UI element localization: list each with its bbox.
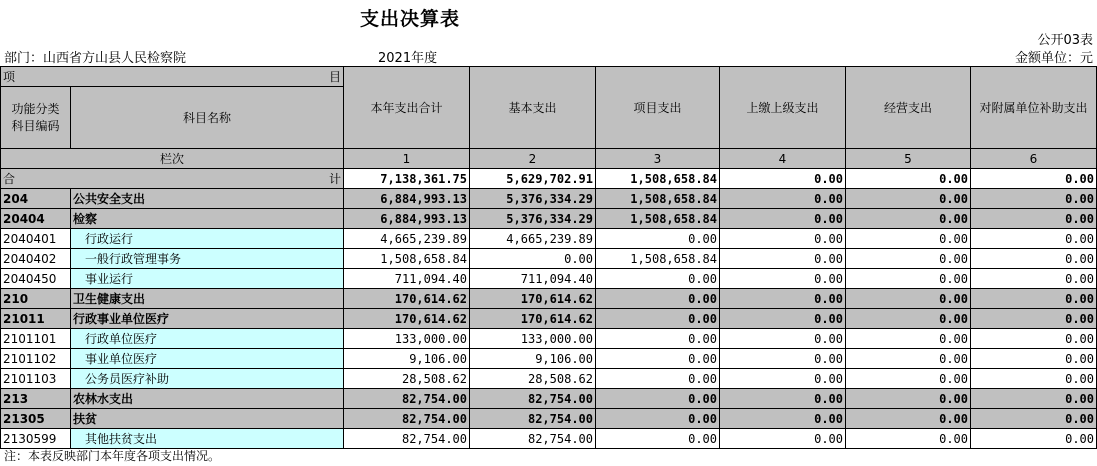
row-name: 行政事业单位医疗 <box>71 309 344 329</box>
row-code: 2101102 <box>1 349 71 369</box>
row-value: 0.00 <box>596 349 720 369</box>
row-value: 6,884,993.13 <box>344 209 470 229</box>
row-value: 170,614.62 <box>344 289 470 309</box>
col-header-basic: 基本支出 <box>470 67 596 149</box>
col-number: 5 <box>846 149 971 169</box>
row-value: 711,094.40 <box>470 269 596 289</box>
row-value: 0.00 <box>720 189 846 209</box>
row-value: 0.00 <box>971 189 1097 209</box>
total-value: 5,629,702.91 <box>470 169 596 189</box>
total-value: 0.00 <box>846 169 971 189</box>
row-value: 0.00 <box>846 189 971 209</box>
row-value: 0.00 <box>596 329 720 349</box>
row-value: 1,508,658.84 <box>596 249 720 269</box>
row-value: 0.00 <box>720 309 846 329</box>
row-value: 0.00 <box>846 349 971 369</box>
row-value: 82,754.00 <box>344 389 470 409</box>
row-code: 2101103 <box>1 369 71 389</box>
header-xiang: 项 <box>3 69 16 84</box>
table-row <box>1 429 1097 449</box>
row-value: 82,754.00 <box>470 389 596 409</box>
row-value: 0.00 <box>971 389 1097 409</box>
col-number: 6 <box>971 149 1097 169</box>
col-number: 3 <box>596 149 720 169</box>
header-lanci: 栏次 <box>1 149 344 169</box>
table-row <box>1 329 1097 349</box>
table-row <box>1 389 1097 409</box>
table-row <box>1 209 1097 229</box>
total-he: 合 <box>3 171 16 186</box>
row-code: 2040450 <box>1 269 71 289</box>
row-value: 6,884,993.13 <box>344 189 470 209</box>
row-value: 1,508,658.84 <box>596 189 720 209</box>
row-value: 0.00 <box>596 389 720 409</box>
expenditure-table <box>0 66 1097 449</box>
row-name: 一般行政管理事务 <box>71 249 344 269</box>
row-name: 事业运行 <box>71 269 344 289</box>
row-value: 0.00 <box>846 229 971 249</box>
row-value: 0.00 <box>596 369 720 389</box>
row-name: 行政运行 <box>71 229 344 249</box>
row-value: 0.00 <box>846 249 971 269</box>
row-value: 0.00 <box>720 209 846 229</box>
row-value: 0.00 <box>971 429 1097 449</box>
row-value: 0.00 <box>720 369 846 389</box>
footnote: 注：本表反映部门本年度各项支出情况。 <box>4 449 221 463</box>
row-value: 82,754.00 <box>470 429 596 449</box>
row-value: 133,000.00 <box>470 329 596 349</box>
row-name: 卫生健康支出 <box>71 289 344 309</box>
row-value: 5,376,334.29 <box>470 209 596 229</box>
row-value: 0.00 <box>846 329 971 349</box>
row-value: 711,094.40 <box>344 269 470 289</box>
row-value: 0.00 <box>596 289 720 309</box>
total-row <box>1 169 1097 189</box>
report-title: 支出决算表 <box>359 8 460 30</box>
row-value: 0.00 <box>720 329 846 349</box>
row-value: 133,000.00 <box>344 329 470 349</box>
row-value: 0.00 <box>971 229 1097 249</box>
col-header-total: 本年支出合计 <box>344 67 470 149</box>
row-name: 其他扶贫支出 <box>71 429 344 449</box>
fiscal-year: 2021年度 <box>378 51 438 66</box>
row-value: 0.00 <box>971 329 1097 349</box>
row-value: 170,614.62 <box>470 309 596 329</box>
row-value: 0.00 <box>971 409 1097 429</box>
table-row <box>1 369 1097 389</box>
total-value: 1,508,658.84 <box>596 169 720 189</box>
row-value: 0.00 <box>720 249 846 269</box>
header-code: 功能分类 科目编码 <box>1 87 71 149</box>
row-name: 检察 <box>71 209 344 229</box>
row-value: 0.00 <box>971 289 1097 309</box>
header-name: 科目名称 <box>71 87 344 149</box>
row-value: 0.00 <box>971 269 1097 289</box>
row-value: 4,665,239.89 <box>470 229 596 249</box>
col-header-operating: 经营支出 <box>846 67 971 149</box>
row-value: 0.00 <box>971 349 1097 369</box>
total-label <box>1 169 344 189</box>
row-value: 0.00 <box>846 269 971 289</box>
row-value: 0.00 <box>720 349 846 369</box>
header-mu: 目 <box>328 69 341 84</box>
table-row <box>1 189 1097 209</box>
total-value: 7,138,361.75 <box>344 169 470 189</box>
row-value: 82,754.00 <box>344 409 470 429</box>
row-value: 82,754.00 <box>470 409 596 429</box>
row-code: 2040402 <box>1 249 71 269</box>
row-value: 0.00 <box>846 409 971 429</box>
row-value: 0.00 <box>720 409 846 429</box>
row-value: 4,665,239.89 <box>344 229 470 249</box>
col-number: 2 <box>470 149 596 169</box>
row-value: 9,106.00 <box>470 349 596 369</box>
row-value: 0.00 <box>596 429 720 449</box>
row-value: 0.00 <box>470 249 596 269</box>
row-value: 9,106.00 <box>344 349 470 369</box>
row-value: 0.00 <box>596 229 720 249</box>
row-code: 2130599 <box>1 429 71 449</box>
row-code: 204 <box>1 189 71 209</box>
row-value: 28,508.62 <box>470 369 596 389</box>
row-value: 0.00 <box>846 389 971 409</box>
row-value: 0.00 <box>720 429 846 449</box>
row-value: 0.00 <box>720 269 846 289</box>
row-name: 公务员医疗补助 <box>71 369 344 389</box>
row-code: 2101101 <box>1 329 71 349</box>
amount-unit: 金额单位：元 <box>1014 51 1093 66</box>
col-header-remit: 上缴上级支出 <box>720 67 846 149</box>
row-name: 公共安全支出 <box>71 189 344 209</box>
table-row <box>1 289 1097 309</box>
row-value: 0.00 <box>846 369 971 389</box>
row-name: 行政单位医疗 <box>71 329 344 349</box>
table-row <box>1 269 1097 289</box>
row-code: 21305 <box>1 409 71 429</box>
col-number: 1 <box>344 149 470 169</box>
row-code: 20404 <box>1 209 71 229</box>
row-value: 0.00 <box>720 229 846 249</box>
row-name: 事业单位医疗 <box>71 349 344 369</box>
row-name: 农林水支出 <box>71 389 344 409</box>
row-code: 2040401 <box>1 229 71 249</box>
col-number: 4 <box>720 149 846 169</box>
row-code: 213 <box>1 389 71 409</box>
row-value: 170,614.62 <box>470 289 596 309</box>
row-value: 5,376,334.29 <box>470 189 596 209</box>
table-row <box>1 229 1097 249</box>
row-name: 扶贫 <box>71 409 344 429</box>
row-value: 0.00 <box>846 209 971 229</box>
table-row <box>1 349 1097 369</box>
row-value: 0.00 <box>846 289 971 309</box>
row-value: 0.00 <box>596 409 720 429</box>
row-value: 1,508,658.84 <box>596 209 720 229</box>
row-value: 1,508,658.84 <box>344 249 470 269</box>
row-value: 0.00 <box>971 369 1097 389</box>
row-value: 0.00 <box>971 209 1097 229</box>
row-value: 0.00 <box>846 309 971 329</box>
row-value: 0.00 <box>971 309 1097 329</box>
row-code: 21011 <box>1 309 71 329</box>
row-value: 0.00 <box>596 269 720 289</box>
col-header-project: 项目支出 <box>596 67 720 149</box>
row-value: 0.00 <box>720 289 846 309</box>
table-row <box>1 249 1097 269</box>
form-number: 公开03表 <box>1037 33 1093 48</box>
department-label: 部门：山西省方山县人民检察院 <box>4 51 187 66</box>
row-value: 82,754.00 <box>344 429 470 449</box>
row-value: 0.00 <box>720 389 846 409</box>
table-row <box>1 309 1097 329</box>
total-value: 0.00 <box>971 169 1097 189</box>
row-value: 28,508.62 <box>344 369 470 389</box>
total-ji: 计 <box>328 171 341 186</box>
total-value: 0.00 <box>720 169 846 189</box>
row-code: 210 <box>1 289 71 309</box>
table-row <box>1 409 1097 429</box>
row-value: 0.00 <box>596 309 720 329</box>
row-value: 170,614.62 <box>344 309 470 329</box>
row-value: 0.00 <box>846 429 971 449</box>
header-xiang-mu <box>1 67 344 87</box>
col-header-subsidy: 对附属单位补助支出 <box>971 67 1097 149</box>
row-value: 0.00 <box>971 249 1097 269</box>
